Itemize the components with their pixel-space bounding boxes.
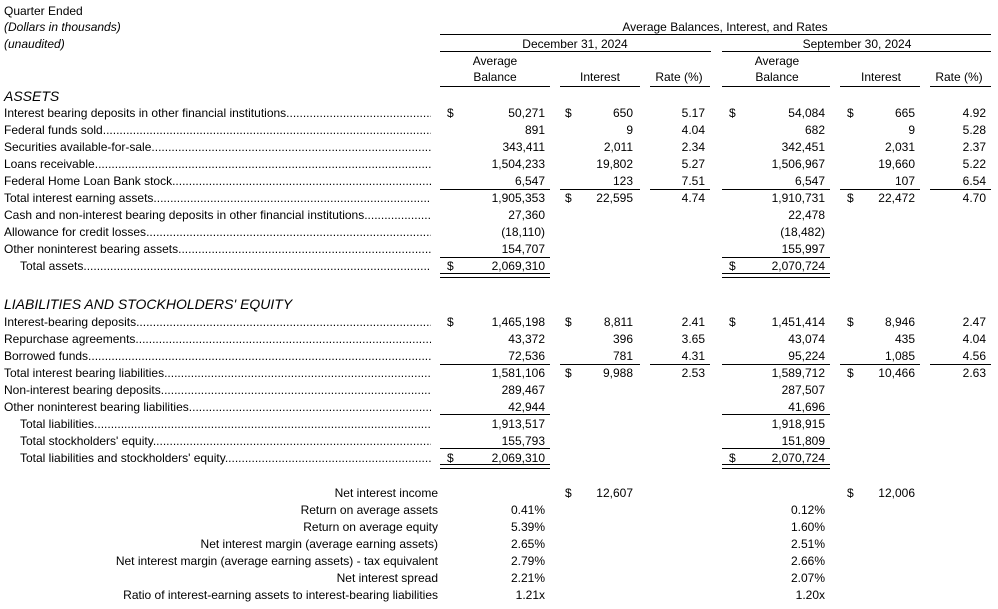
col-interest-1: Interest bbox=[579, 70, 621, 84]
subtotal-rule-rate-1 bbox=[650, 189, 710, 190]
cell-ab2: 6,547 bbox=[794, 174, 825, 188]
cell-ab2: 287,507 bbox=[781, 383, 825, 397]
cell-i2: 9 bbox=[908, 123, 915, 137]
cell-ab1: 27,360 bbox=[508, 208, 545, 222]
metric-ab1: 5.39% bbox=[510, 520, 545, 534]
cell-ds3: $ bbox=[729, 259, 736, 273]
cell-r2: 4.70 bbox=[962, 191, 986, 205]
cell-i1: 396 bbox=[612, 332, 633, 346]
subtotal-rule-avg-1 bbox=[440, 189, 550, 190]
cell-r1: 3.65 bbox=[681, 332, 705, 346]
cell-i2: 1,085 bbox=[884, 349, 915, 363]
metric-label: Ratio of interest-earning assets to interest-bearing liabilities bbox=[123, 588, 438, 602]
metric-ab1: 2.65% bbox=[510, 537, 545, 551]
cell-ab1: 6,547 bbox=[514, 174, 545, 188]
header-rule-avg-2 bbox=[722, 86, 830, 87]
cell-r1: 5.27 bbox=[681, 157, 705, 171]
cell-ds3: $ bbox=[729, 315, 736, 329]
cell-ds4: $ bbox=[847, 191, 854, 205]
cell-ab1: 154,707 bbox=[501, 242, 545, 256]
cell-ab1: 2,069,310 bbox=[491, 451, 545, 465]
total-le-double-rule-1 bbox=[440, 464, 550, 469]
cell-ab2: 2,070,724 bbox=[771, 451, 825, 465]
cell-ab1: 43,372 bbox=[508, 332, 545, 346]
cell-ds1: $ bbox=[447, 315, 454, 329]
subtotal-rule-avg-2 bbox=[722, 189, 830, 190]
metric-ab2: 0.12% bbox=[790, 503, 825, 517]
liab-subtotal-rule-int-1 bbox=[560, 364, 640, 365]
liab-subtotal-rule-int-2 bbox=[840, 364, 920, 365]
cell-ab1: 891 bbox=[524, 123, 545, 137]
metric-label: Net interest margin (average earning assets) - tax equivalent bbox=[115, 554, 438, 568]
period-2-heading: September 30, 2024 bbox=[802, 37, 912, 51]
cell-ab1: 42,944 bbox=[508, 400, 545, 414]
row-label: Interest-bearing deposits ..... bbox=[4, 315, 431, 329]
subtotal-rule-rate-2 bbox=[930, 189, 991, 190]
row-label: Total liabilities ..... bbox=[20, 417, 431, 431]
cell-i2: 19,660 bbox=[878, 157, 915, 171]
row-label: Cash and non-interest bearing deposits in other financial institutions ..... bbox=[4, 208, 431, 222]
liab-subtotal-rule-rate-2 bbox=[930, 364, 991, 365]
header-unaudited: (unaudited) bbox=[4, 37, 65, 51]
total-assets-double-rule-1 bbox=[440, 273, 550, 278]
cell-ds3: $ bbox=[729, 106, 736, 120]
total-assets-rule-2 bbox=[722, 257, 830, 258]
cell-ab2: 1,506,967 bbox=[771, 157, 825, 171]
metric-ds4: $ bbox=[847, 486, 854, 500]
cell-ab2: 54,084 bbox=[788, 106, 825, 120]
cell-ab1: 343,411 bbox=[502, 140, 545, 154]
col-avg-balance-2-line2: Balance bbox=[755, 70, 799, 84]
cell-r2: 2.47 bbox=[962, 315, 986, 329]
total-liab-rule-1 bbox=[440, 414, 550, 415]
cell-i2: 435 bbox=[894, 332, 915, 346]
period-1-heading: December 31, 2024 bbox=[522, 37, 628, 51]
metric-ds2: $ bbox=[565, 486, 572, 500]
row-label: Loans receivable ..... bbox=[4, 157, 431, 171]
row-label: Non-interest bearing deposits ..... bbox=[4, 383, 431, 397]
cell-ds4: $ bbox=[847, 106, 854, 120]
cell-i2: 22,472 bbox=[878, 191, 915, 205]
cell-i2: 8,946 bbox=[884, 315, 915, 329]
total-le-double-rule-2 bbox=[722, 464, 830, 469]
period-2-rule bbox=[722, 51, 991, 52]
header-rule-rate-1 bbox=[650, 86, 710, 87]
cell-i1: 2,011 bbox=[603, 140, 633, 154]
metric-ab2: 2.51% bbox=[790, 537, 825, 551]
cell-i1: 22,595 bbox=[596, 191, 633, 205]
cell-ab1: (18,110) bbox=[501, 225, 545, 239]
cell-ds1: $ bbox=[447, 451, 454, 465]
col-rate-2: Rate (%) bbox=[935, 70, 983, 84]
group-title: Average Balances, Interest, and Rates bbox=[622, 20, 828, 34]
cell-i2: 2,031 bbox=[884, 140, 915, 154]
section-assets-heading: ASSETS bbox=[4, 88, 60, 104]
cell-ab1: 2,069,310 bbox=[491, 259, 545, 273]
cell-ds4: $ bbox=[847, 366, 854, 380]
row-label: Borrowed funds ..... bbox=[4, 349, 431, 363]
cell-r1: 4.74 bbox=[681, 191, 705, 205]
metric-label: Net interest income bbox=[334, 486, 438, 500]
cell-ab1: 72,536 bbox=[508, 349, 545, 363]
cell-r2: 2.37 bbox=[962, 140, 986, 154]
cell-i2: 107 bbox=[894, 174, 915, 188]
metric-ab1: 1.21x bbox=[515, 588, 545, 602]
cell-i1: 781 bbox=[612, 349, 633, 363]
cell-ds2: $ bbox=[565, 366, 572, 380]
liab-subtotal-rule-rate-1 bbox=[650, 364, 710, 365]
cell-ab1: 1,905,353 bbox=[491, 191, 545, 205]
col-avg-balance-2-line1: Average bbox=[754, 54, 800, 68]
row-label: Interest bearing deposits in other financial institutions ..... bbox=[4, 106, 431, 120]
subtotal-rule-int-1 bbox=[560, 189, 640, 190]
row-label: Federal Home Loan Bank stock ..... bbox=[4, 174, 431, 188]
row-label: Repurchase agreements ..... bbox=[4, 332, 431, 346]
cell-r2: 4.04 bbox=[962, 332, 986, 346]
total-assets-rule-1 bbox=[440, 257, 550, 258]
cell-ab2: 1,589,712 bbox=[771, 366, 825, 380]
metric-label: Net interest spread bbox=[336, 571, 438, 585]
header-rule-int-1 bbox=[560, 86, 640, 87]
cell-ab2: 1,451,414 bbox=[771, 315, 825, 329]
cell-ds2: $ bbox=[565, 191, 572, 205]
cell-ab2: 342,451 bbox=[781, 140, 825, 154]
period-1-rule bbox=[440, 51, 711, 52]
cell-i2: 10,466 bbox=[878, 366, 915, 380]
cell-ds1: $ bbox=[447, 106, 454, 120]
cell-r2: 4.92 bbox=[962, 106, 986, 120]
header-rule-rate-2 bbox=[930, 86, 991, 87]
cell-ab2: 1,910,731 bbox=[771, 191, 825, 205]
row-label: Federal funds sold ..... bbox=[4, 123, 431, 137]
metric-ab2: 2.07% bbox=[790, 571, 825, 585]
col-avg-balance-1-line2: Balance bbox=[473, 70, 517, 84]
cell-r1: 4.04 bbox=[681, 123, 705, 137]
cell-r2: 6.54 bbox=[962, 174, 986, 188]
cell-ab1: 1,913,517 bbox=[491, 417, 545, 431]
cell-ab2: 2,070,724 bbox=[771, 259, 825, 273]
metric-ab2: 1.20x bbox=[795, 588, 825, 602]
header-rule-avg-1 bbox=[440, 86, 550, 87]
cell-ab2: 682 bbox=[804, 123, 825, 137]
row-label: Total liabilities and stockholders' equity ..... bbox=[20, 451, 431, 465]
cell-i1: 9 bbox=[626, 123, 633, 137]
row-label: Other noninterest bearing liabilities ..... bbox=[4, 400, 431, 414]
header-rule-int-2 bbox=[840, 86, 920, 87]
col-rate-1: Rate (%) bbox=[655, 70, 703, 84]
col-avg-balance-1-line1: Average bbox=[472, 54, 518, 68]
subtotal-rule-int-2 bbox=[840, 189, 920, 190]
total-le-rule-1 bbox=[440, 448, 550, 449]
cell-i1: 19,802 bbox=[596, 157, 633, 171]
cell-ab2: 22,478 bbox=[788, 208, 825, 222]
cell-ab1: 1,504,233 bbox=[491, 157, 545, 171]
metric-label: Net interest margin (average earning assets) bbox=[200, 537, 438, 551]
total-liab-rule-2 bbox=[722, 414, 830, 415]
cell-ab2: (18,482) bbox=[780, 225, 825, 239]
header-quarter-ended: Quarter Ended bbox=[4, 4, 83, 18]
cell-ab1: 289,467 bbox=[501, 383, 545, 397]
cell-ds1: $ bbox=[447, 259, 454, 273]
metric-ab2: 1.60% bbox=[790, 520, 825, 534]
metric-ab1: 2.79% bbox=[510, 554, 545, 568]
cell-ab2: 155,997 bbox=[781, 242, 825, 256]
cell-ab1: 50,271 bbox=[508, 106, 545, 120]
cell-r2: 5.28 bbox=[962, 123, 986, 137]
group-title-rule bbox=[440, 34, 991, 35]
cell-i1: 8,811 bbox=[603, 315, 633, 329]
cell-ab2: 95,224 bbox=[788, 349, 825, 363]
metric-i1: 12,607 bbox=[596, 486, 633, 500]
metric-label: Return on average equity bbox=[303, 520, 438, 534]
cell-ab2: 43,074 bbox=[788, 332, 825, 346]
metric-ab1: 2.21% bbox=[510, 571, 545, 585]
cell-ab1: 1,581,106 bbox=[491, 366, 545, 380]
cell-ds3: $ bbox=[729, 451, 736, 465]
cell-ab2: 1,918,915 bbox=[771, 417, 825, 431]
cell-i1: 650 bbox=[612, 106, 633, 120]
cell-r1: 4.31 bbox=[681, 349, 705, 363]
metric-ab1: 0.41% bbox=[510, 503, 545, 517]
row-label: Allowance for credit losses ..... bbox=[4, 225, 431, 239]
cell-ab2: 41,696 bbox=[788, 400, 825, 414]
section-liabilities-heading: LIABILITIES AND STOCKHOLDERS' EQUITY bbox=[4, 296, 293, 312]
cell-ds2: $ bbox=[565, 315, 572, 329]
col-interest-2: Interest bbox=[860, 70, 902, 84]
cell-r1: 2.34 bbox=[681, 140, 705, 154]
cell-r1: 2.41 bbox=[681, 315, 705, 329]
row-label: Total assets ..... bbox=[20, 259, 431, 273]
cell-r2: 2.63 bbox=[962, 366, 986, 380]
header-dollars-note: (Dollars in thousands) bbox=[4, 20, 121, 34]
row-label: Total stockholders' equity ..... bbox=[20, 434, 431, 448]
total-assets-double-rule-2 bbox=[722, 273, 830, 278]
cell-ab2: 151,809 bbox=[781, 434, 825, 448]
row-label: Securities available-for-sale ..... bbox=[4, 140, 431, 154]
liab-subtotal-rule-avg-2 bbox=[722, 364, 830, 365]
liab-subtotal-rule-avg-1 bbox=[440, 364, 550, 365]
cell-r1: 7.51 bbox=[681, 174, 705, 188]
cell-i1: 123 bbox=[612, 174, 633, 188]
cell-i2: 665 bbox=[894, 106, 915, 120]
row-label: Other noninterest bearing assets ..... bbox=[4, 242, 431, 256]
total-le-rule-2 bbox=[722, 448, 830, 449]
cell-ds4: $ bbox=[847, 315, 854, 329]
cell-r1: 5.17 bbox=[681, 106, 705, 120]
cell-r2: 4.56 bbox=[962, 349, 986, 363]
metric-label: Return on average assets bbox=[300, 503, 438, 517]
cell-ds2: $ bbox=[565, 106, 572, 120]
metric-i2: 12,006 bbox=[878, 486, 915, 500]
row-label: Total interest bearing liabilities ..... bbox=[4, 366, 431, 380]
cell-i1: 9,988 bbox=[602, 366, 633, 380]
cell-r1: 2.53 bbox=[681, 366, 705, 380]
cell-ab1: 155,793 bbox=[501, 434, 545, 448]
cell-r2: 5.22 bbox=[962, 157, 986, 171]
row-label: Total interest earning assets ..... bbox=[4, 191, 431, 205]
cell-ab1: 1,465,198 bbox=[491, 315, 545, 329]
metric-ab2: 2.66% bbox=[790, 554, 825, 568]
